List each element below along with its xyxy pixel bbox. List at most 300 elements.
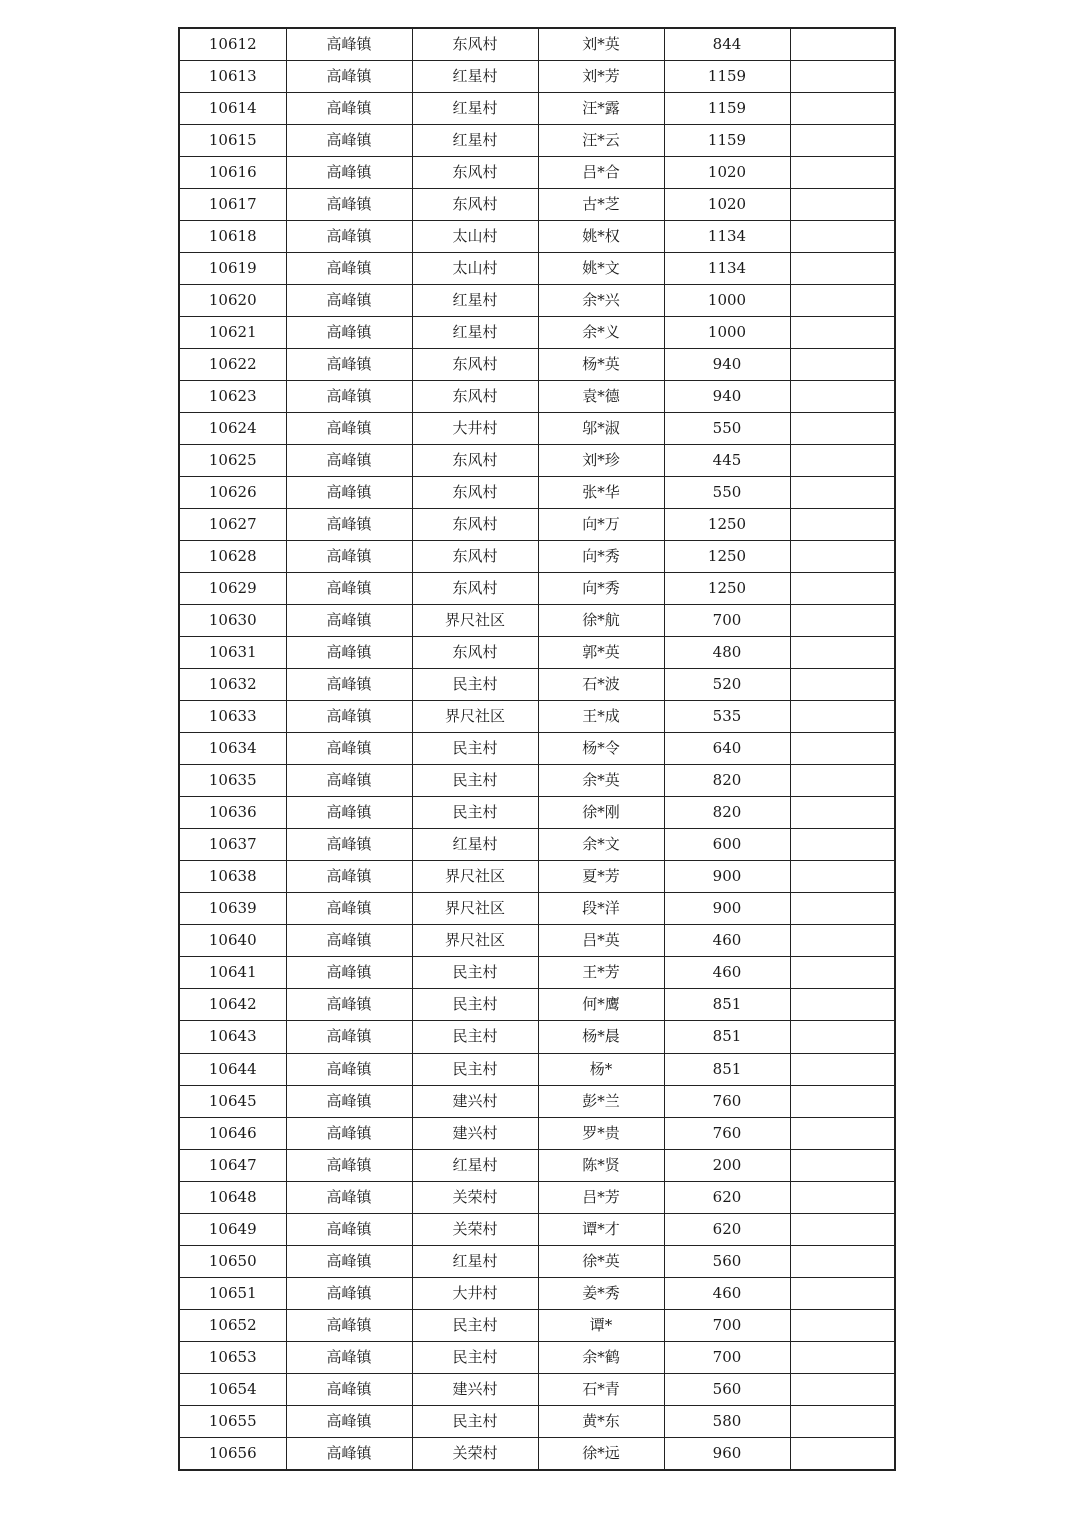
cell-id: 10632 xyxy=(179,669,286,701)
cell-village: 界尺社区 xyxy=(412,925,538,957)
cell-amount: 760 xyxy=(664,1117,790,1149)
table-row xyxy=(179,541,895,573)
cell-village: 民主村 xyxy=(412,957,538,989)
cell-village: 民主村 xyxy=(412,733,538,765)
table-row xyxy=(179,1437,895,1470)
table-row xyxy=(179,125,895,157)
cell-note xyxy=(790,1117,895,1149)
cell-id: 10629 xyxy=(179,573,286,605)
table-row xyxy=(179,93,895,125)
cell-note xyxy=(790,1245,895,1277)
cell-town: 高峰镇 xyxy=(286,253,412,285)
cell-amount: 560 xyxy=(664,1245,790,1277)
cell-village: 东风村 xyxy=(412,189,538,221)
cell-town: 高峰镇 xyxy=(286,1021,412,1053)
table-row xyxy=(179,445,895,477)
cell-amount: 844 xyxy=(664,28,790,61)
cell-name: 郭*英 xyxy=(538,637,664,669)
cell-town: 高峰镇 xyxy=(286,957,412,989)
cell-name: 夏*芳 xyxy=(538,861,664,893)
cell-town: 高峰镇 xyxy=(286,93,412,125)
cell-amount: 460 xyxy=(664,925,790,957)
table-row xyxy=(179,509,895,541)
cell-id: 10648 xyxy=(179,1181,286,1213)
cell-name: 袁*德 xyxy=(538,381,664,413)
cell-amount: 1134 xyxy=(664,221,790,253)
cell-amount: 620 xyxy=(664,1213,790,1245)
cell-amount: 1134 xyxy=(664,253,790,285)
cell-name: 徐*航 xyxy=(538,605,664,637)
cell-town: 高峰镇 xyxy=(286,28,412,61)
cell-town: 高峰镇 xyxy=(286,125,412,157)
cell-town: 高峰镇 xyxy=(286,477,412,509)
table-row xyxy=(179,317,895,349)
cell-village: 太山村 xyxy=(412,221,538,253)
table-row xyxy=(179,1085,895,1117)
cell-village: 界尺社区 xyxy=(412,701,538,733)
table-row xyxy=(179,1053,895,1085)
cell-village: 界尺社区 xyxy=(412,893,538,925)
cell-note xyxy=(790,445,895,477)
table-row xyxy=(179,1117,895,1149)
cell-town: 高峰镇 xyxy=(286,221,412,253)
cell-id: 10655 xyxy=(179,1405,286,1437)
cell-id: 10630 xyxy=(179,605,286,637)
cell-name: 张*华 xyxy=(538,477,664,509)
cell-town: 高峰镇 xyxy=(286,605,412,637)
cell-amount: 1020 xyxy=(664,157,790,189)
cell-id: 10626 xyxy=(179,477,286,509)
cell-id: 10644 xyxy=(179,1053,286,1085)
cell-note xyxy=(790,573,895,605)
cell-village: 红星村 xyxy=(412,1245,538,1277)
table-row xyxy=(179,1149,895,1181)
cell-note xyxy=(790,477,895,509)
cell-town: 高峰镇 xyxy=(286,1245,412,1277)
cell-village: 关荣村 xyxy=(412,1213,538,1245)
cell-name: 余*义 xyxy=(538,317,664,349)
cell-name: 邬*淑 xyxy=(538,413,664,445)
cell-town: 高峰镇 xyxy=(286,1117,412,1149)
cell-id: 10656 xyxy=(179,1437,286,1470)
cell-amount: 1020 xyxy=(664,189,790,221)
cell-id: 10641 xyxy=(179,957,286,989)
cell-amount: 820 xyxy=(664,797,790,829)
cell-id: 10649 xyxy=(179,1213,286,1245)
cell-village: 民主村 xyxy=(412,1021,538,1053)
cell-note xyxy=(790,413,895,445)
cell-amount: 700 xyxy=(664,1309,790,1341)
cell-town: 高峰镇 xyxy=(286,61,412,93)
cell-id: 10650 xyxy=(179,1245,286,1277)
table-row xyxy=(179,285,895,317)
table-row xyxy=(179,925,895,957)
cell-village: 界尺社区 xyxy=(412,605,538,637)
table-row xyxy=(179,61,895,93)
cell-town: 高峰镇 xyxy=(286,1181,412,1213)
cell-village: 红星村 xyxy=(412,125,538,157)
cell-village: 太山村 xyxy=(412,253,538,285)
cell-amount: 480 xyxy=(664,637,790,669)
cell-note xyxy=(790,893,895,925)
table-row xyxy=(179,381,895,413)
table-row xyxy=(179,413,895,445)
cell-town: 高峰镇 xyxy=(286,509,412,541)
cell-amount: 851 xyxy=(664,989,790,1021)
cell-village: 民主村 xyxy=(412,989,538,1021)
cell-name: 余*英 xyxy=(538,765,664,797)
cell-village: 民主村 xyxy=(412,1309,538,1341)
cell-name: 石*波 xyxy=(538,669,664,701)
cell-note xyxy=(790,669,895,701)
cell-amount: 900 xyxy=(664,893,790,925)
cell-village: 东风村 xyxy=(412,477,538,509)
cell-amount: 1250 xyxy=(664,573,790,605)
table-row xyxy=(179,1373,895,1405)
cell-note xyxy=(790,605,895,637)
cell-town: 高峰镇 xyxy=(286,157,412,189)
cell-town: 高峰镇 xyxy=(286,861,412,893)
cell-id: 10619 xyxy=(179,253,286,285)
cell-name: 罗*贵 xyxy=(538,1117,664,1149)
cell-village: 民主村 xyxy=(412,1405,538,1437)
cell-note xyxy=(790,28,895,61)
table-row xyxy=(179,253,895,285)
cell-amount: 700 xyxy=(664,605,790,637)
cell-amount: 460 xyxy=(664,1277,790,1309)
table-row xyxy=(179,861,895,893)
cell-village: 东风村 xyxy=(412,541,538,573)
cell-amount: 940 xyxy=(664,381,790,413)
table-row xyxy=(179,1021,895,1053)
cell-id: 10617 xyxy=(179,189,286,221)
cell-name: 王*芳 xyxy=(538,957,664,989)
cell-name: 杨*令 xyxy=(538,733,664,765)
cell-id: 10615 xyxy=(179,125,286,157)
cell-village: 民主村 xyxy=(412,797,538,829)
cell-village: 东风村 xyxy=(412,509,538,541)
table-row xyxy=(179,1309,895,1341)
cell-town: 高峰镇 xyxy=(286,1149,412,1181)
cell-town: 高峰镇 xyxy=(286,1405,412,1437)
cell-name: 杨*晨 xyxy=(538,1021,664,1053)
cell-amount: 1250 xyxy=(664,509,790,541)
table-row xyxy=(179,573,895,605)
cell-name: 段*洋 xyxy=(538,893,664,925)
table-row xyxy=(179,733,895,765)
table-row xyxy=(179,1341,895,1373)
cell-note xyxy=(790,157,895,189)
cell-note xyxy=(790,253,895,285)
cell-name: 王*成 xyxy=(538,701,664,733)
cell-note xyxy=(790,189,895,221)
cell-name: 黄*东 xyxy=(538,1405,664,1437)
cell-town: 高峰镇 xyxy=(286,765,412,797)
cell-name: 向*秀 xyxy=(538,573,664,605)
table-row xyxy=(179,28,895,61)
cell-village: 关荣村 xyxy=(412,1437,538,1470)
cell-id: 10622 xyxy=(179,349,286,381)
cell-village: 关荣村 xyxy=(412,1181,538,1213)
cell-town: 高峰镇 xyxy=(286,189,412,221)
cell-town: 高峰镇 xyxy=(286,1213,412,1245)
cell-note xyxy=(790,1405,895,1437)
cell-note xyxy=(790,1181,895,1213)
cell-village: 红星村 xyxy=(412,93,538,125)
cell-name: 杨*英 xyxy=(538,349,664,381)
table-row xyxy=(179,1181,895,1213)
cell-name: 徐*刚 xyxy=(538,797,664,829)
cell-name: 汪*云 xyxy=(538,125,664,157)
cell-town: 高峰镇 xyxy=(286,1277,412,1309)
cell-note xyxy=(790,1341,895,1373)
cell-town: 高峰镇 xyxy=(286,1309,412,1341)
cell-town: 高峰镇 xyxy=(286,701,412,733)
cell-note xyxy=(790,1149,895,1181)
table-row xyxy=(179,349,895,381)
cell-amount: 760 xyxy=(664,1085,790,1117)
cell-town: 高峰镇 xyxy=(286,733,412,765)
cell-name: 吕*英 xyxy=(538,925,664,957)
cell-village: 界尺社区 xyxy=(412,861,538,893)
cell-note xyxy=(790,381,895,413)
table-row xyxy=(179,1277,895,1309)
cell-name: 杨* xyxy=(538,1053,664,1085)
roster-table-body xyxy=(179,28,895,1470)
cell-village: 大井村 xyxy=(412,1277,538,1309)
cell-town: 高峰镇 xyxy=(286,445,412,477)
table-row xyxy=(179,957,895,989)
cell-name: 汪*露 xyxy=(538,93,664,125)
cell-name: 刘*珍 xyxy=(538,445,664,477)
cell-town: 高峰镇 xyxy=(286,1085,412,1117)
table-row xyxy=(179,1245,895,1277)
cell-village: 红星村 xyxy=(412,61,538,93)
cell-note xyxy=(790,317,895,349)
cell-note xyxy=(790,701,895,733)
cell-town: 高峰镇 xyxy=(286,1053,412,1085)
cell-note xyxy=(790,1309,895,1341)
cell-name: 姚*权 xyxy=(538,221,664,253)
cell-amount: 550 xyxy=(664,413,790,445)
cell-id: 10620 xyxy=(179,285,286,317)
cell-amount: 1159 xyxy=(664,61,790,93)
cell-town: 高峰镇 xyxy=(286,285,412,317)
cell-town: 高峰镇 xyxy=(286,541,412,573)
cell-note xyxy=(790,125,895,157)
cell-note xyxy=(790,957,895,989)
table-row xyxy=(179,1213,895,1245)
cell-id: 10642 xyxy=(179,989,286,1021)
cell-id: 10612 xyxy=(179,28,286,61)
cell-village: 东风村 xyxy=(412,573,538,605)
cell-village: 民主村 xyxy=(412,765,538,797)
cell-amount: 600 xyxy=(664,829,790,861)
cell-note xyxy=(790,829,895,861)
table-row xyxy=(179,189,895,221)
cell-id: 10624 xyxy=(179,413,286,445)
cell-name: 向*万 xyxy=(538,509,664,541)
cell-name: 谭*才 xyxy=(538,1213,664,1245)
cell-village: 民主村 xyxy=(412,1341,538,1373)
table-row xyxy=(179,1405,895,1437)
cell-name: 谭* xyxy=(538,1309,664,1341)
cell-amount: 1250 xyxy=(664,541,790,573)
cell-town: 高峰镇 xyxy=(286,925,412,957)
cell-id: 10647 xyxy=(179,1149,286,1181)
cell-id: 10614 xyxy=(179,93,286,125)
table-row xyxy=(179,221,895,253)
cell-amount: 460 xyxy=(664,957,790,989)
cell-town: 高峰镇 xyxy=(286,413,412,445)
cell-note xyxy=(790,733,895,765)
cell-amount: 851 xyxy=(664,1021,790,1053)
table-row xyxy=(179,797,895,829)
cell-id: 10638 xyxy=(179,861,286,893)
cell-village: 东风村 xyxy=(412,445,538,477)
cell-note xyxy=(790,61,895,93)
cell-name: 吕*合 xyxy=(538,157,664,189)
cell-id: 10639 xyxy=(179,893,286,925)
cell-id: 10653 xyxy=(179,1341,286,1373)
table-row xyxy=(179,765,895,797)
cell-id: 10618 xyxy=(179,221,286,253)
cell-name: 古*芝 xyxy=(538,189,664,221)
cell-id: 10643 xyxy=(179,1021,286,1053)
table-row xyxy=(179,989,895,1021)
cell-note xyxy=(790,861,895,893)
cell-name: 何*鹰 xyxy=(538,989,664,1021)
roster-table xyxy=(178,27,896,1471)
cell-village: 红星村 xyxy=(412,317,538,349)
cell-amount: 445 xyxy=(664,445,790,477)
cell-name: 徐*英 xyxy=(538,1245,664,1277)
cell-town: 高峰镇 xyxy=(286,1341,412,1373)
cell-name: 刘*英 xyxy=(538,28,664,61)
cell-village: 东风村 xyxy=(412,28,538,61)
cell-amount: 580 xyxy=(664,1405,790,1437)
cell-id: 10621 xyxy=(179,317,286,349)
table-row xyxy=(179,893,895,925)
cell-note xyxy=(790,349,895,381)
cell-id: 10651 xyxy=(179,1277,286,1309)
cell-id: 10616 xyxy=(179,157,286,189)
cell-note xyxy=(790,1277,895,1309)
cell-village: 建兴村 xyxy=(412,1373,538,1405)
table-row xyxy=(179,701,895,733)
cell-village: 东风村 xyxy=(412,381,538,413)
cell-note xyxy=(790,1085,895,1117)
cell-town: 高峰镇 xyxy=(286,1437,412,1470)
cell-id: 10645 xyxy=(179,1085,286,1117)
cell-id: 10634 xyxy=(179,733,286,765)
cell-amount: 550 xyxy=(664,477,790,509)
cell-amount: 900 xyxy=(664,861,790,893)
cell-town: 高峰镇 xyxy=(286,797,412,829)
cell-town: 高峰镇 xyxy=(286,669,412,701)
cell-amount: 1159 xyxy=(664,93,790,125)
cell-name: 吕*芳 xyxy=(538,1181,664,1213)
cell-note xyxy=(790,797,895,829)
cell-village: 民主村 xyxy=(412,669,538,701)
cell-town: 高峰镇 xyxy=(286,989,412,1021)
cell-id: 10635 xyxy=(179,765,286,797)
table-row xyxy=(179,605,895,637)
cell-id: 10640 xyxy=(179,925,286,957)
cell-amount: 535 xyxy=(664,701,790,733)
cell-amount: 700 xyxy=(664,1341,790,1373)
cell-name: 刘*芳 xyxy=(538,61,664,93)
cell-name: 彭*兰 xyxy=(538,1085,664,1117)
cell-amount: 520 xyxy=(664,669,790,701)
cell-id: 10628 xyxy=(179,541,286,573)
cell-id: 10627 xyxy=(179,509,286,541)
cell-id: 10631 xyxy=(179,637,286,669)
cell-note xyxy=(790,1053,895,1085)
cell-town: 高峰镇 xyxy=(286,829,412,861)
cell-name: 陈*贤 xyxy=(538,1149,664,1181)
table-row xyxy=(179,637,895,669)
table-row xyxy=(179,829,895,861)
cell-town: 高峰镇 xyxy=(286,893,412,925)
cell-id: 10646 xyxy=(179,1117,286,1149)
cell-town: 高峰镇 xyxy=(286,349,412,381)
cell-village: 红星村 xyxy=(412,829,538,861)
cell-amount: 851 xyxy=(664,1053,790,1085)
cell-town: 高峰镇 xyxy=(286,573,412,605)
cell-note xyxy=(790,637,895,669)
cell-note xyxy=(790,1373,895,1405)
cell-note xyxy=(790,93,895,125)
cell-name: 向*秀 xyxy=(538,541,664,573)
cell-amount: 820 xyxy=(664,765,790,797)
cell-name: 余*兴 xyxy=(538,285,664,317)
cell-village: 大井村 xyxy=(412,413,538,445)
cell-village: 东风村 xyxy=(412,349,538,381)
cell-id: 10636 xyxy=(179,797,286,829)
cell-town: 高峰镇 xyxy=(286,317,412,349)
cell-amount: 1000 xyxy=(664,285,790,317)
cell-amount: 560 xyxy=(664,1373,790,1405)
table-row xyxy=(179,669,895,701)
cell-note xyxy=(790,221,895,253)
cell-id: 10623 xyxy=(179,381,286,413)
cell-note xyxy=(790,541,895,573)
cell-town: 高峰镇 xyxy=(286,637,412,669)
cell-note xyxy=(790,1021,895,1053)
cell-amount: 1159 xyxy=(664,125,790,157)
cell-amount: 960 xyxy=(664,1437,790,1470)
cell-id: 10625 xyxy=(179,445,286,477)
cell-village: 民主村 xyxy=(412,1053,538,1085)
cell-id: 10613 xyxy=(179,61,286,93)
cell-village: 建兴村 xyxy=(412,1117,538,1149)
cell-id: 10633 xyxy=(179,701,286,733)
cell-name: 徐*远 xyxy=(538,1437,664,1470)
cell-village: 东风村 xyxy=(412,157,538,189)
table-row xyxy=(179,477,895,509)
cell-id: 10637 xyxy=(179,829,286,861)
cell-name: 石*青 xyxy=(538,1373,664,1405)
cell-name: 姚*文 xyxy=(538,253,664,285)
cell-town: 高峰镇 xyxy=(286,381,412,413)
cell-amount: 620 xyxy=(664,1181,790,1213)
cell-name: 姜*秀 xyxy=(538,1277,664,1309)
cell-id: 10654 xyxy=(179,1373,286,1405)
cell-amount: 200 xyxy=(664,1149,790,1181)
cell-note xyxy=(790,765,895,797)
cell-note xyxy=(790,1213,895,1245)
